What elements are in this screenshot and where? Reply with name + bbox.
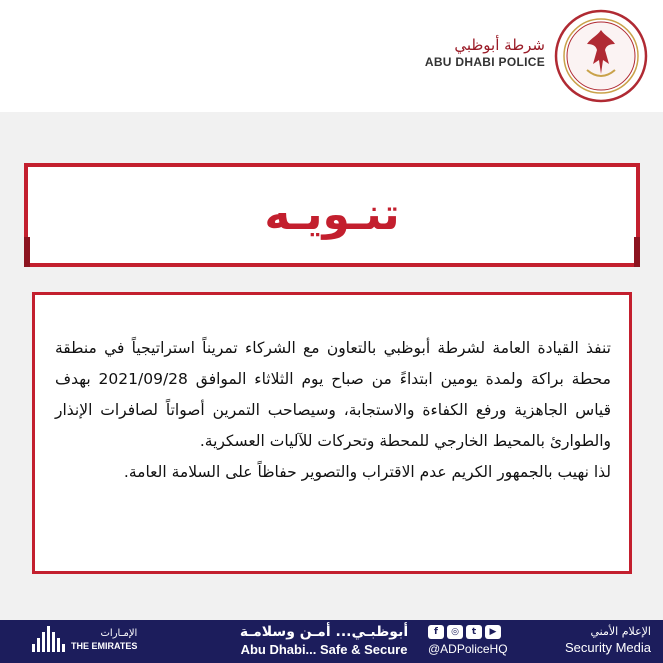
emirates-arabic: الإمـارات	[100, 627, 138, 639]
notice-paragraph: لذا نهيب بالجمهور الكريم عدم الاقتراب والتصوير حفاظاً على السلامة العامة.	[123, 463, 611, 481]
social-links	[428, 625, 508, 656]
facebook-icon[interactable]: f	[428, 625, 444, 639]
notice-body	[55, 333, 611, 488]
notice-title: تنـويـه	[264, 189, 400, 240]
security-media	[565, 625, 651, 656]
emirates-bars-icon	[32, 626, 65, 652]
notice-title-box	[24, 163, 640, 267]
the-emirates-logo	[32, 626, 137, 652]
footer	[0, 620, 663, 663]
instagram-icon[interactable]: ◎	[447, 625, 463, 639]
security-media-english: Security Media	[565, 640, 651, 655]
twitter-icon[interactable]: t	[466, 625, 482, 639]
social-handle[interactable]: @ADPoliceHQ	[428, 642, 508, 656]
slogan	[236, 623, 412, 659]
header	[0, 0, 663, 112]
logo-arabic: شرطة أبوظبي	[454, 36, 545, 54]
police-logo-text	[425, 36, 545, 70]
notice-paragraph: تنفذ القيادة العامة لشرطة أبوظبي بالتعاون مع الشركاء تمريناً استراتيجياً في منطقة محطة براكة ولمدة يومين ابتداءً من صباح يوم الثلاثاء الموافق 2021/09/28 بهدف قياس الجاهزية ورفع الكفاءة والاستجابة، وسيصاحب التمرين أصواتاً لصافرات الإنذار والطوارئ بالمحيط الخارجي للمحطة وتحركات للآليات العسكرية.	[55, 339, 611, 450]
notice-body-box	[32, 292, 632, 574]
emirates-english: THE EMIRATES	[71, 640, 138, 651]
logo-english: ABU DHABI POLICE	[424, 55, 545, 69]
abu-dhabi-police-emblem-icon	[553, 8, 649, 104]
slogan-arabic: أبوظبـي... أمـن وسلامـة	[239, 624, 409, 640]
youtube-icon[interactable]: ▶	[485, 625, 501, 639]
security-media-arabic: الإعلام الأمني	[590, 625, 651, 638]
slogan-english: Abu Dhabi... Safe & Secure	[240, 642, 408, 657]
